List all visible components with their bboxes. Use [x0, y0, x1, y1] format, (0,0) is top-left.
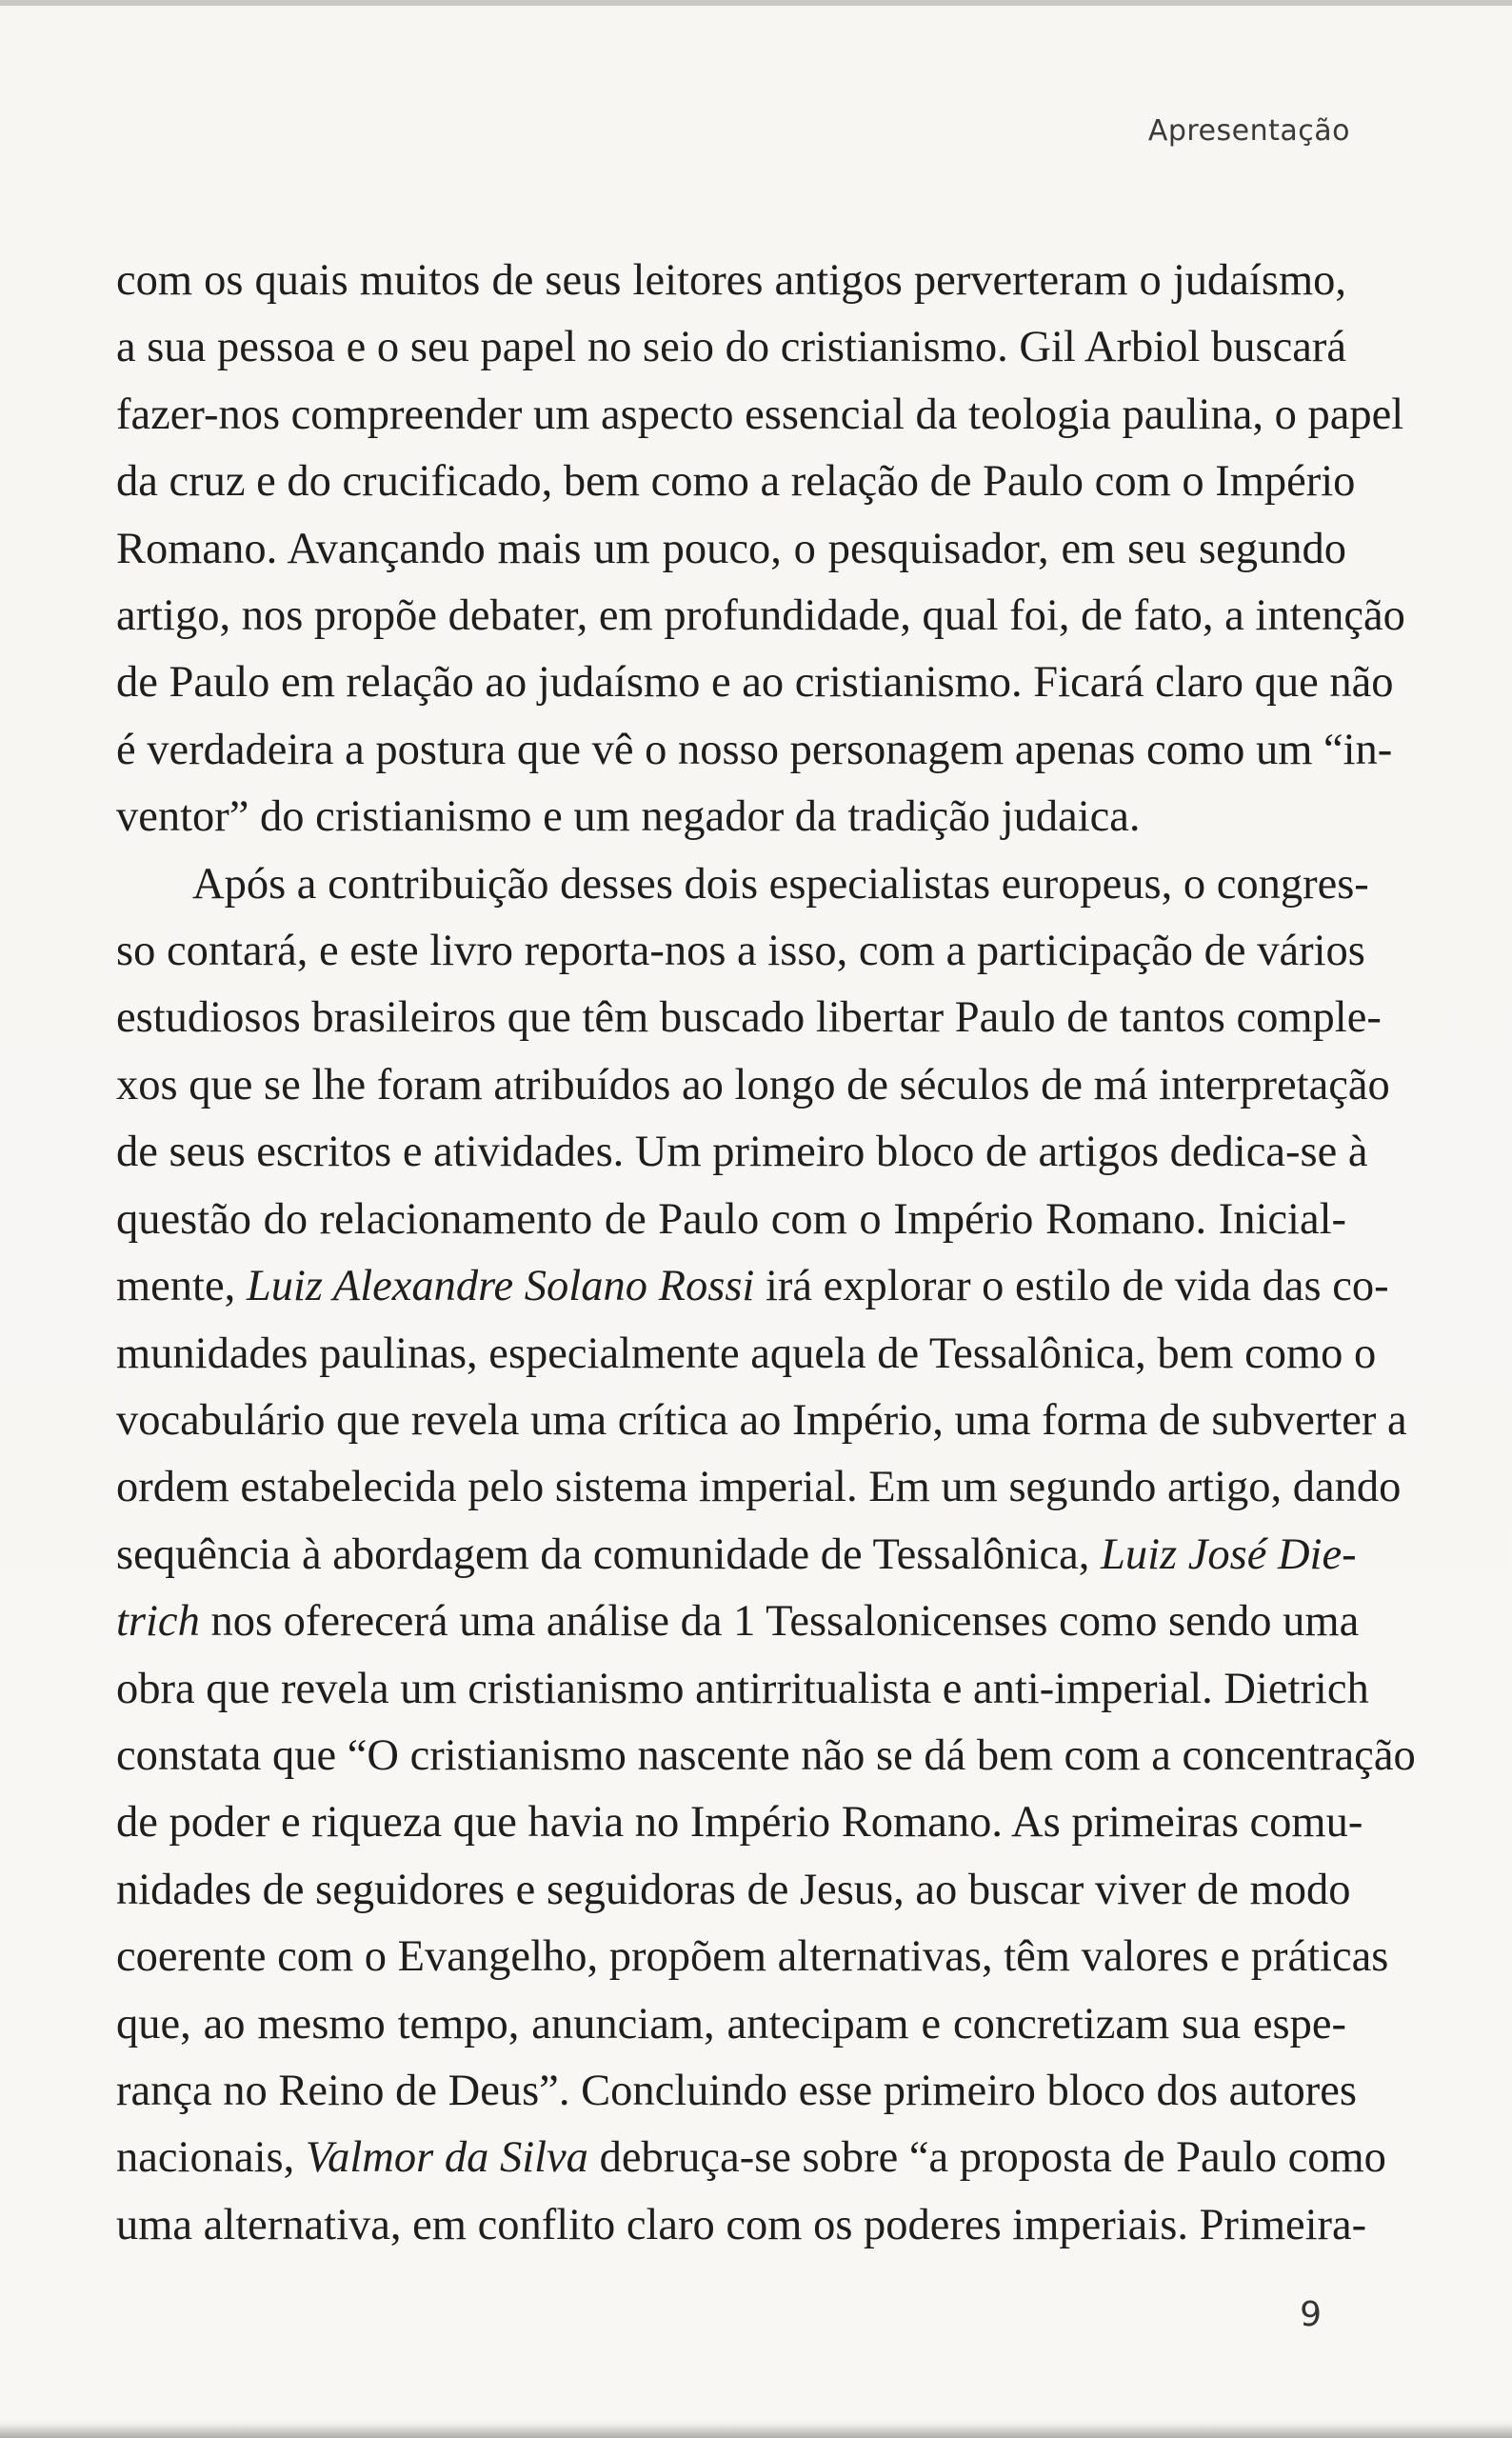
- text-line: constata que “O cristianismo nascente não se dá bem com a concentração: [116, 1730, 1416, 1780]
- text-line: nidades de seguidores e seguidoras de Jesus, ao buscar viver de modo: [116, 1865, 1351, 1914]
- text-line-with-author: nacionais, Valmor da Silva debruça-se sobre “a proposta de Paulo como: [116, 2133, 1386, 2183]
- text-line: vocabulário que revela uma crítica ao Império, uma forma de subverter a: [116, 1395, 1407, 1445]
- text-line: munidades paulinas, especialmente aquela de Tessalônica, bem como o: [116, 1329, 1377, 1378]
- text-line-with-author: trich nos oferecerá uma análise da 1 Tessalonicenses como sendo uma: [116, 1597, 1360, 1647]
- author-name-silva: Valmor da Silva: [305, 2133, 588, 2183]
- text-line: Romano. Avançando mais um pouco, o pesquisador, em seu segundo: [116, 524, 1346, 573]
- text-line: estudiosos brasileiros que têm buscado libertar Paulo de tantos comple-: [116, 993, 1382, 1043]
- text-line: artigo, nos propõe debater, em profundidade, qual foi, de fato, a intenção: [116, 591, 1405, 641]
- text-line: a sua pessoa e o seu papel no seio do cristianismo. Gil Arbiol buscará: [116, 323, 1346, 372]
- text-line: uma alternativa, em conflito claro com os poderes imperiais. Primeira-: [116, 2200, 1367, 2249]
- running-head: Apresentação: [1147, 114, 1350, 148]
- text-line: da cruz e do crucificado, bem como a relação de Paulo com o Império: [116, 457, 1356, 507]
- text-line: de Paulo em relação ao judaísmo e ao cristianismo. Ficará claro que não: [116, 658, 1394, 708]
- page-number: 9: [1300, 2295, 1322, 2334]
- text-line: que, ao mesmo tempo, anunciam, antecipam e concretizam sua espe-: [116, 1999, 1346, 2048]
- author-name-dietrich: Luiz José Die-: [1100, 1529, 1357, 1579]
- text-line: rança no Reino de Deus”. Concluindo esse primeiro bloco dos autores: [116, 2066, 1357, 2115]
- text-line: ordem estabelecida pelo sistema imperial. Em um segundo artigo, dando: [116, 1463, 1402, 1512]
- scan-bottom-edge: [0, 2425, 1512, 2438]
- text-line: coerente com o Evangelho, propõem alternativas, têm valores e práticas: [116, 1932, 1389, 1982]
- text-line-with-author: sequência à abordagem da comunidade de Tessalônica, Luiz José Die-: [116, 1529, 1357, 1579]
- scan-top-edge: [0, 0, 1512, 6]
- text-line: so contará, e este livro reporta-nos a isso, com a participação de vários: [116, 927, 1365, 976]
- paragraph-start-line: Após a contribuição desses dois especialistas europeus, o congres-: [192, 859, 1369, 909]
- text-line-with-author: mente, Luiz Alexandre Solano Rossi irá explorar o estilo de vida das co-: [116, 1262, 1389, 1311]
- paragraph-end-line: ventor” do cristianismo e um negador da tradição judaica.: [116, 792, 1141, 842]
- author-name-rossi: Luiz Alexandre Solano Rossi: [246, 1262, 755, 1311]
- text-line: obra que revela um cristianismo antirritualista e anti-imperial. Dietrich: [116, 1664, 1369, 1713]
- text-line: xos que se lhe foram atribuídos ao longo de séculos de má interpretação: [116, 1060, 1390, 1109]
- text-line: fazer-nos compreender um aspecto essencial da teologia paulina, o papel: [116, 390, 1404, 439]
- text-line: é verdadeira a postura que vê o nosso personagem apenas como um “in-: [116, 725, 1393, 774]
- text-line: com os quais muitos de seus leitores antigos perverteram o judaísmo,: [116, 256, 1346, 305]
- author-name-dietrich-cont: trich: [116, 1597, 200, 1647]
- text-line: de poder e riqueza que havia no Império Romano. As primeiras comu-: [116, 1798, 1363, 1848]
- text-line: questão do relacionamento de Paulo com o Império Romano. Inicial-: [116, 1194, 1346, 1244]
- text-line: de seus escritos e atividades. Um primeiro bloco de artigos dedica-se à: [116, 1128, 1368, 1177]
- body-text: [116, 248, 1416, 2259]
